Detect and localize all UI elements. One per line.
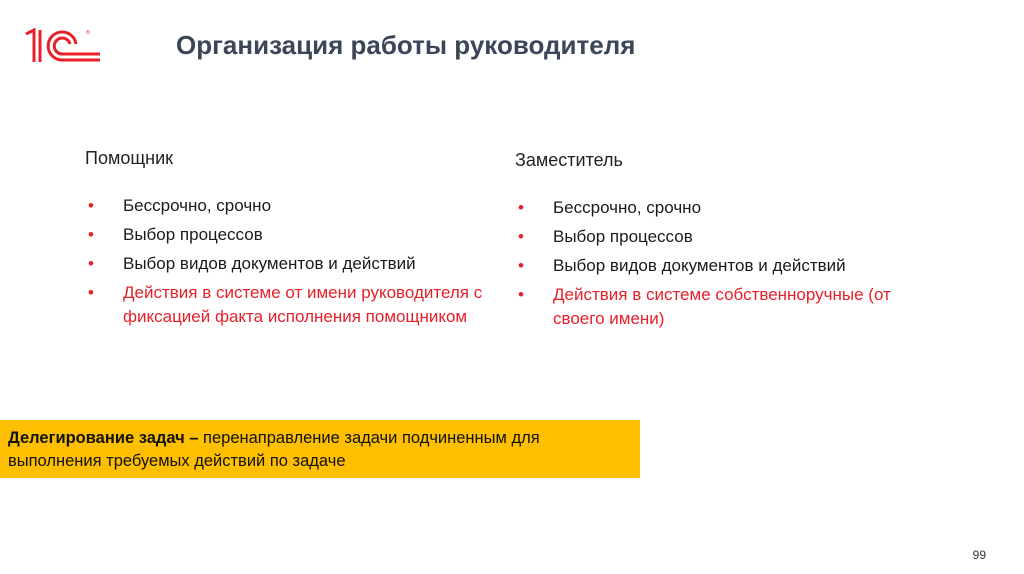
bullet-icon: • <box>518 227 524 246</box>
bullet-icon: • <box>88 254 94 273</box>
callout-definition: перенаправление задачи подчиненным для выполнения требуемых действий по задаче <box>8 429 540 470</box>
bullet-icon: • <box>88 225 94 244</box>
list-item <box>515 283 935 331</box>
list-item-text: Выбор процессов <box>123 225 263 244</box>
deputy-heading: Заместитель <box>515 150 623 170</box>
bullet-icon: • <box>88 196 94 215</box>
bullet-icon: • <box>518 256 524 275</box>
slide-title: Организация работы руководителя <box>176 30 636 60</box>
bullet-icon: • <box>88 283 94 302</box>
list-item-text: Бессрочно, срочно <box>123 196 272 215</box>
list-item-text: Бессрочно, срочно <box>553 198 702 217</box>
assistant-heading: Помощник <box>85 148 174 168</box>
assistant-column <box>85 148 505 334</box>
svg-text:®: ® <box>86 30 90 36</box>
list-item-text: Выбор видов документов и действий <box>123 254 416 273</box>
list-item <box>515 225 935 249</box>
list-item-text: Выбор процессов <box>553 227 693 246</box>
list-item <box>85 223 505 247</box>
assistant-list <box>85 194 505 329</box>
list-item-text: Действия в системе от имени руководителя с фиксацией факта исполнения помощником <box>123 283 483 326</box>
bullet-icon: • <box>518 285 524 304</box>
list-item <box>85 281 505 329</box>
callout-term: Делегирование задач – <box>8 429 199 447</box>
list-item-text: Выбор видов документов и действий <box>553 256 846 275</box>
bullet-icon: • <box>518 198 524 217</box>
list-item <box>515 254 935 278</box>
list-item <box>85 252 505 276</box>
list-item <box>85 194 505 218</box>
delegation-callout <box>0 420 640 478</box>
page-number: 99 <box>972 548 986 562</box>
list-item-text: Действия в системе собственноручные (от своего имени) <box>553 285 891 328</box>
deputy-list <box>515 196 935 331</box>
deputy-column <box>515 150 935 336</box>
list-item <box>515 196 935 220</box>
1c-logo <box>24 26 104 66</box>
